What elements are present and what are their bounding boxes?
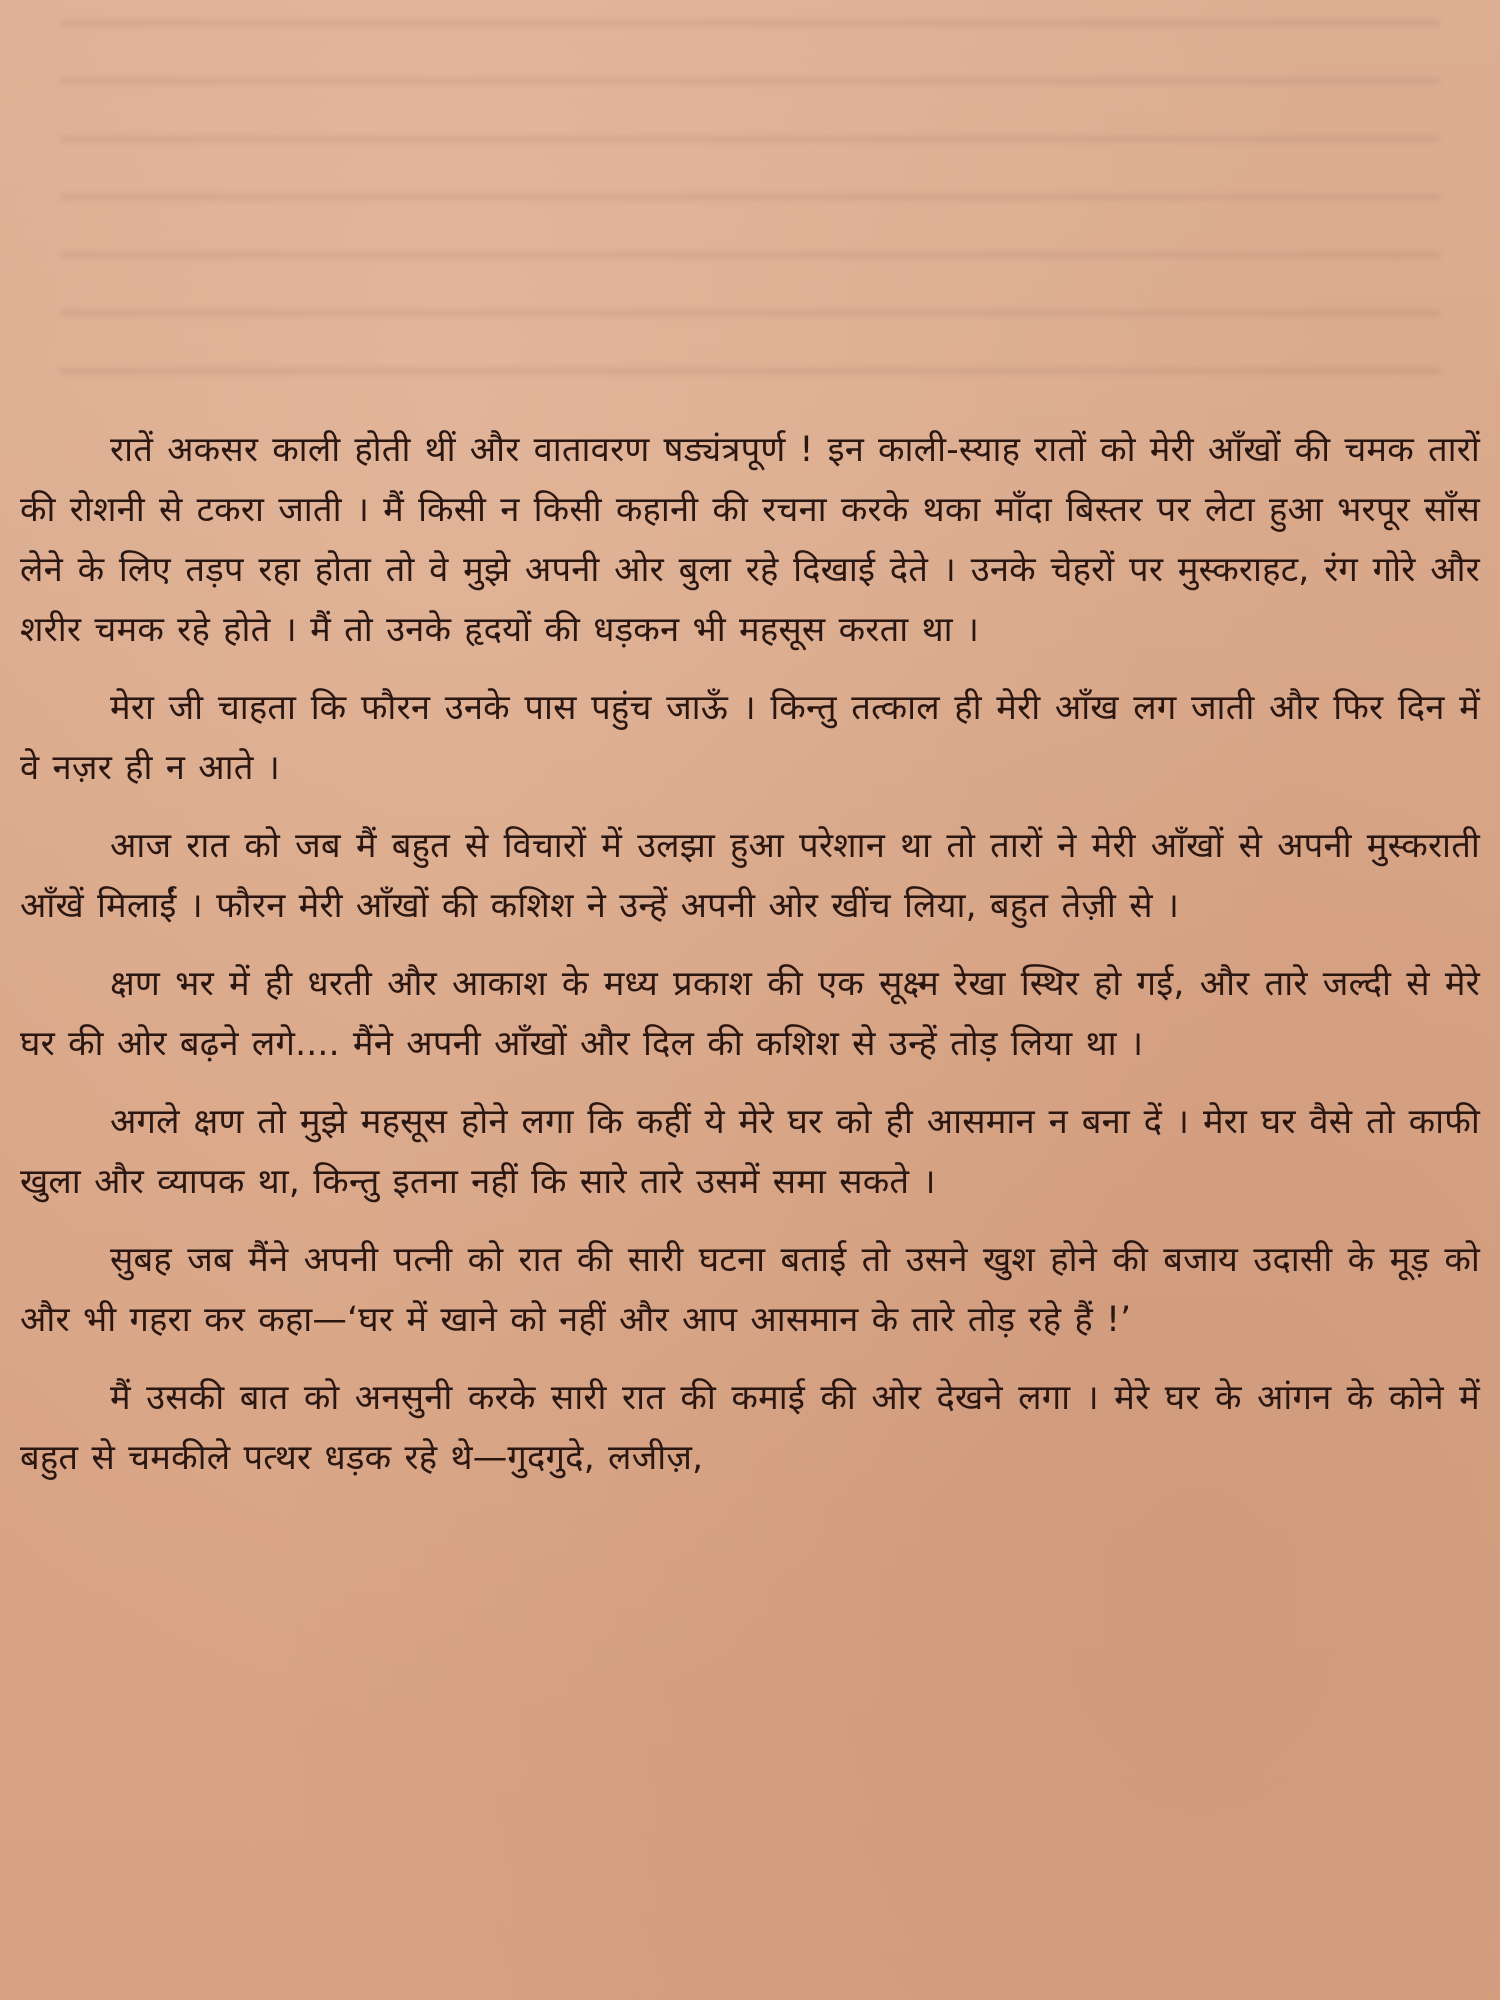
story-text (20, 420, 1480, 1506)
paragraph-4: क्षण भर में ही धरती और आकाश के मध्य प्रकाश की एक सूक्ष्म रेखा स्थिर हो गई, और तारे जल्दी से मेरे घर की ओर बढ़ने लगे.... मैंने अपनी आँखों और दिल की कशिश से उन्हें तोड़ लिया था । (20, 964, 1480, 1064)
paragraph-3: आज रात को जब मैं बहुत से विचारों में उलझा हुआ परेशान था तो तारों ने मेरी आँखों से अपनी मुस्कराती आँखें मिलाईं । फौरन मेरी आँखों की कशिश ने उन्हें अपनी ओर खींच लिया, बहुत तेज़ी से । (20, 826, 1480, 926)
paragraph-7: मैं उसकी बात को अनसुनी करके सारी रात की कमाई की ओर देखने लगा । मेरे घर के आंगन के कोने में बहुत से चमकीले पत्थर धड़क रहे थे—गुदगुदे, लजीज़, (20, 1378, 1480, 1478)
paragraph-5: अगले क्षण तो मुझे महसूस होने लगा कि कहीं ये मेरे घर को ही आसमान न बना दें । मेरा घर वैसे तो काफी खुला और व्यापक था, किन्तु इतना नहीं कि सारे तारे उसमें समा सकते । (20, 1102, 1480, 1202)
paragraph-6: सुबह जब मैंने अपनी पत्नी को रात की सारी घटना बताई तो उसने खुश होने की बजाय उदासी के मूड़ को और भी गहरा कर कहा—‘घर में खाने को नहीं और आप आसमान के तारे तोड़ रहे हैं !’ (20, 1240, 1480, 1340)
paragraph-2: मेरा जी चाहता कि फौरन उनके पास पहुंच जाऊँ । किन्तु तत्काल ही मेरी आँख लग जाती और फिर दिन में वे नज़र ही न आते । (20, 688, 1480, 788)
show-through-text (60, 20, 1440, 400)
paragraph-1: रातें अकसर काली होती थीं और वातावरण षड्यंत्रपूर्ण ! इन काली-स्याह रातों को मेरी आँखों की चमक तारों की रोशनी से टकरा जाती । मैं किसी न किसी कहानी की रचना करके थका माँदा बिस्तर पर लेटा हुआ भरपूर साँस लेने के लिए तड़प रहा होता तो वे मुझे अपनी ओर बुला रहे दिखाई देते । उनके चेहरों पर मुस्कराहट, रंग गोरे और शरीर चमक रहे होते । मैं तो उनके हृदयों की धड़कन भी महसूस करता था । (20, 430, 1480, 650)
